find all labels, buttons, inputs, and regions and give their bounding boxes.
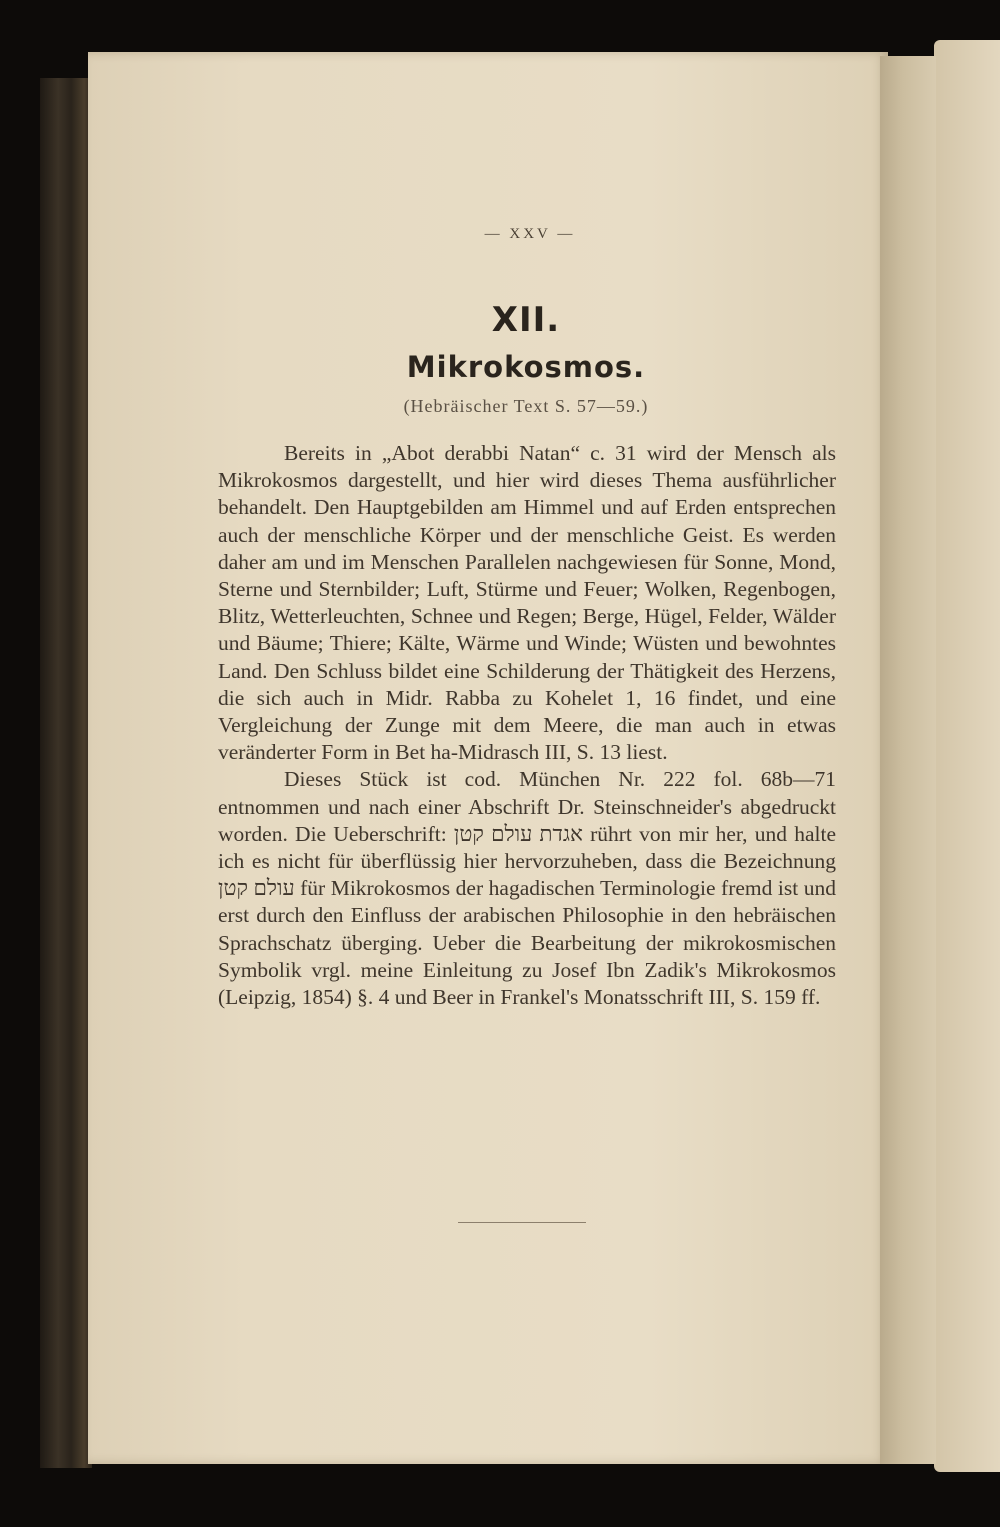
chapter-subtitle: (Hebräischer Text S. 57—59.) (403, 396, 649, 416)
chapter-number: XII. (491, 300, 561, 340)
paragraph-2: Dieses Stück ist cod. München Nr. 222 fol. 68b—71 entnommen und nach einer Abschrift Dr. Steinschneider's abgedruckt worden. Die Ueberschrift: אגדת עולם קטן rührt von mir her, und halte ich es nicht für überflüssig hier hervorzuheben, dass die Bezeichnung עולם קטן für Mikrokosmos der hagadischen Terminologie fremd ist und erst durch den Einfluss der arabischen Philosophie in den hebräischen Sprachschatz überging. Ueber die Bearbeitung der mikrokosmischen Symbolik vrgl. meine Einleitung zu Josef Ibn Zadik's Mikrokosmos (Leipzig, 1854) §. 4 und Beer in Frankel's Monatsschrift III, S. 159 ff. (218, 767, 836, 1010)
chapter-title: Mikrokosmos. (406, 350, 646, 384)
paragraph-1: Bereits in „Abot derabbi Natan“ c. 31 wird der Mensch als Mikrokosmos dargestellt, und hier wird dieses Thema ausführlicher behandelt. Den Hauptgebilden am Himmel und auf Erden entsprechen auch der menschliche Körper und der menschliche Geist. Es werden daher am und im Menschen Parallelen nachgewiesen für Sonne, Mond, Sterne und Sternbilder; Luft, Stürme und Feuer; Wolken, Regenbogen, Blitz, Wetterleuchten, Schnee und Regen; Berge, Hügel, Felder, Wälder und Bäume; Thiere; Kälte, Wärme und Winde; Wüsten und bewohntes Land. Den Schluss bildet eine Schilderung der Thätigkeit des Herzens, die sich auch in Midr. Rabba zu Kohelet 1, 16 findet, und eine Vergleichung der Zunge mit dem Meere, die man auch in etwas veränderter Form in Bet ha-Midrasch III, S. 13 liest. (218, 441, 836, 765)
section-divider (458, 1222, 586, 1223)
body-text (218, 440, 836, 1011)
adjacent-page (934, 40, 1000, 1472)
page-number: — XXV — (484, 226, 576, 242)
page-gutter (880, 56, 936, 1464)
book-spine (40, 78, 92, 1468)
